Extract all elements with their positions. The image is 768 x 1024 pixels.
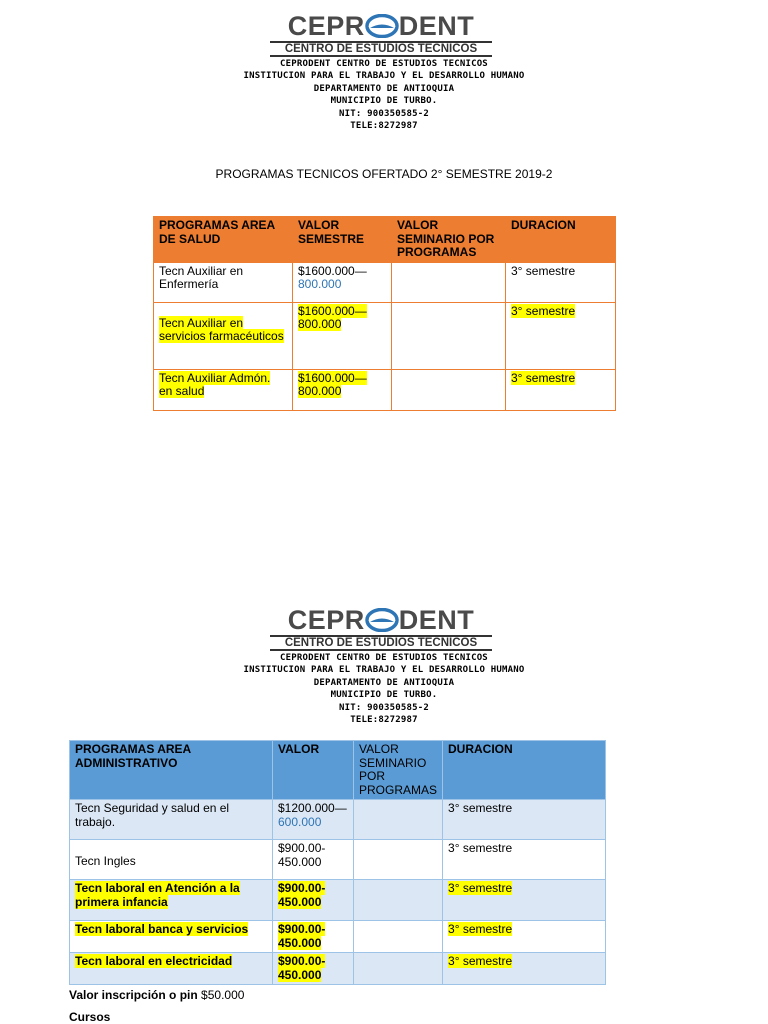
seminario-cell	[392, 262, 506, 302]
duracion-cell: 3° semestre	[506, 369, 616, 410]
logo-brand-left: CEPR	[287, 11, 365, 41]
ceprodent-logo	[270, 606, 492, 650]
valor-cell: $900.00- 450.000	[273, 840, 354, 880]
programa-cell: Tecn Seguridad y salud en el trabajo.	[70, 800, 273, 840]
inscripcion-label: Valor inscripción o pin	[69, 988, 198, 1002]
header-duracion: DURACION	[506, 217, 616, 263]
table-row	[70, 880, 606, 921]
table-header-row	[154, 217, 616, 263]
duracion-cell: 3° semestre	[443, 921, 606, 953]
header-line: MUNICIPIO DE TURBO.	[330, 96, 438, 107]
header-line: NIT: 900350585-2	[339, 702, 429, 713]
logo-brand	[270, 606, 492, 634]
logo-brand-right: DENT	[398, 605, 475, 635]
administrativo-programs-table	[69, 740, 606, 985]
header-line: DEPARTAMENTO DE ANTIOQUIA	[313, 677, 455, 688]
header-valor: VALOR SEMESTRE	[293, 217, 392, 263]
programa-cell: Tecn Ingles	[70, 840, 273, 880]
header-seminario: VALOR SEMINARIO POR PROGRAMAS	[354, 741, 443, 800]
header-line: TELE:8272987	[350, 715, 418, 726]
duracion-cell: 3° semestre	[443, 953, 606, 985]
valor-cell: $900.00- 450.000	[273, 880, 354, 921]
table-row	[70, 800, 606, 840]
table-row	[70, 953, 606, 985]
page-title: PROGRAMAS TECNICOS OFERTADO 2° SEMESTRE 2019-2	[215, 167, 553, 181]
institution-header	[0, 652, 768, 726]
header-line: DEPARTAMENTO DE ANTIOQUIA	[313, 83, 455, 94]
duracion-cell: 3° semestre	[506, 302, 616, 369]
header-valor: VALOR	[273, 741, 354, 800]
table-row	[70, 840, 606, 880]
header-line: CEPRODENT CENTRO DE ESTUDIOS TECNICOS	[280, 59, 488, 69]
table-row	[70, 921, 606, 953]
inscripcion-line	[69, 988, 244, 1002]
tooth-logo-icon	[365, 14, 399, 38]
programa-cell: Tecn Auxiliar Admón. en salud	[154, 369, 293, 410]
valor-cell: $1600.000— 800.000	[293, 369, 392, 410]
valor-cell: $1600.000— 800.000	[293, 262, 392, 302]
valor-cell: $1600.000— 800.000	[293, 302, 392, 369]
valor-cell: $1200.000— 600.000	[273, 800, 354, 840]
table-row	[154, 302, 616, 369]
duracion-cell: 3° semestre	[443, 800, 606, 840]
header-programa: PROGRAMAS AREA ADMINISTRATIVO	[70, 741, 273, 800]
table-row	[154, 262, 616, 302]
logo-brand-left: CEPR	[287, 605, 365, 635]
header-line: CEPRODENT CENTRO DE ESTUDIOS TECNICOS	[280, 653, 488, 663]
header-line: INSTITUCION PARA EL TRABAJO Y EL DESARROLLO HUMANO	[243, 665, 525, 676]
salud-programs-table	[153, 216, 616, 411]
programa-cell: Tecn laboral banca y servicios	[70, 921, 273, 953]
programa-cell: Tecn laboral en electricidad	[70, 953, 273, 985]
header-line: TELE:8272987	[350, 121, 418, 132]
logo-tagline: CENTRO DE ESTUDIOS TECNICOS	[270, 635, 492, 651]
programa-cell: Tecn Auxiliar en Enfermería	[154, 262, 293, 302]
cursos-heading: Cursos	[69, 1010, 111, 1024]
header-seminario: VALOR SEMINARIO POR PROGRAMAS	[392, 217, 506, 263]
programa-cell: Tecn Auxiliar en servicios farmacéuticos	[154, 302, 293, 369]
seminario-cell	[354, 840, 443, 880]
logo-tagline: CENTRO DE ESTUDIOS TECNICOS	[270, 41, 492, 57]
seminario-cell	[354, 921, 443, 953]
inscripcion-value: $50.000	[201, 988, 245, 1002]
seminario-cell	[354, 800, 443, 840]
header-line: MUNICIPIO DE TURBO.	[330, 690, 438, 701]
tooth-logo-icon	[365, 608, 399, 632]
seminario-cell	[354, 953, 443, 985]
ceprodent-logo	[270, 12, 492, 56]
header-line: INSTITUCION PARA EL TRABAJO Y EL DESARROLLO HUMANO	[243, 71, 525, 82]
duracion-cell: 3° semestre	[443, 840, 606, 880]
institution-header	[0, 58, 768, 132]
header-programa: PROGRAMAS AREA DE SALUD	[154, 217, 293, 263]
valor-cell: $900.00- 450.000	[273, 953, 354, 985]
logo-brand-right: DENT	[398, 11, 475, 41]
table-row	[154, 369, 616, 410]
header-duracion: DURACION	[443, 741, 606, 800]
duracion-cell: 3° semestre	[443, 880, 606, 921]
seminario-cell	[392, 369, 506, 410]
seminario-cell	[354, 880, 443, 921]
programa-cell: Tecn laboral en Atención a la primera infancia	[70, 880, 273, 921]
table-header-row	[70, 741, 606, 800]
logo-brand	[270, 12, 492, 40]
duracion-cell: 3° semestre	[506, 262, 616, 302]
seminario-cell	[392, 302, 506, 369]
valor-cell: $900.00- 450.000	[273, 921, 354, 953]
header-line: NIT: 900350585-2	[339, 108, 429, 119]
